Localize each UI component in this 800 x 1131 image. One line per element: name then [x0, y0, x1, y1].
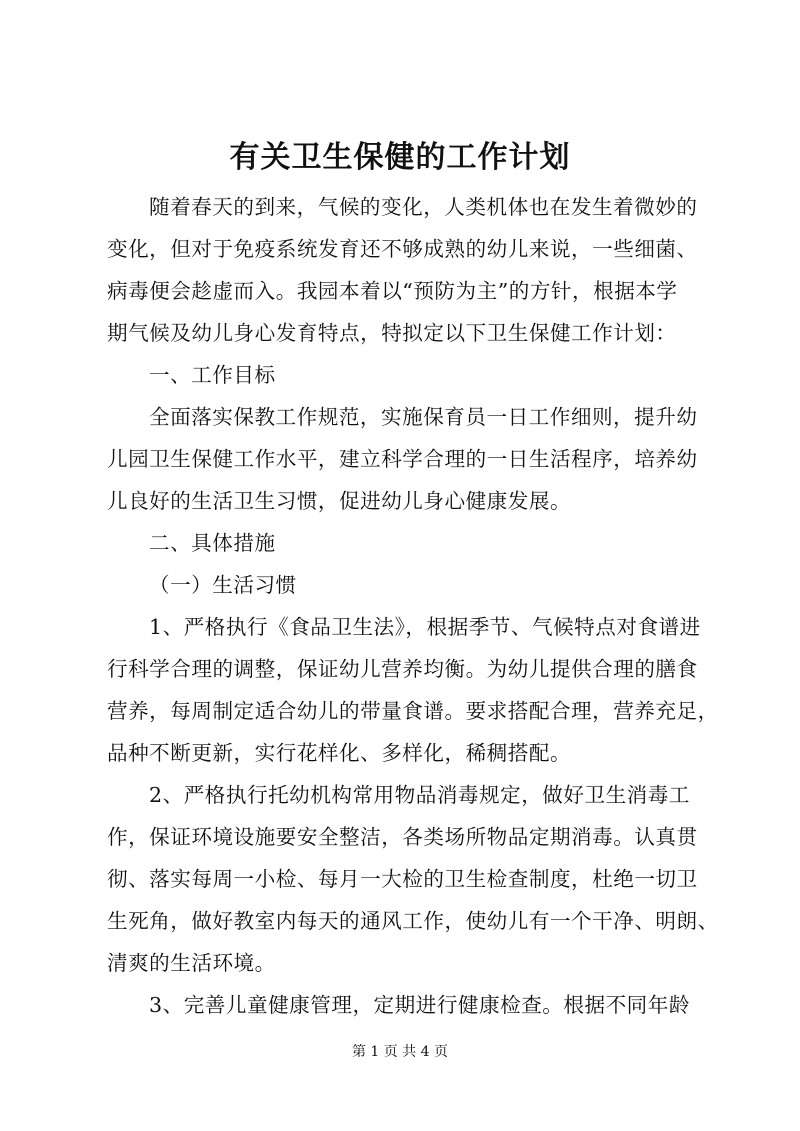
paragraph-line: 期气候及幼儿身心发育特点，特拟定以下卫生保健工作计划：	[107, 321, 677, 345]
paragraph-line: 随着春天的到来，气候的变化，人类机体也在发生着微妙的	[149, 195, 698, 219]
paragraph-line: 病毒便会趁虚而入。我园本着以“预防为主”的方针，根据本学	[107, 279, 678, 303]
paragraph-line: 彻、落实每周一小检、每月一大检的卫生检查制度，杜绝一切卫	[107, 867, 698, 891]
paragraph-line: 儿园卫生保健工作水平，建立科学合理的一日生活程序，培养幼	[107, 447, 698, 471]
paragraph-line: 2、严格执行托幼机构常用物品消毒规定，做好卫生消毒工	[149, 783, 690, 807]
section-heading: 一、工作目标	[149, 363, 276, 387]
paragraph-line: 3、完善儿童健康管理，定期进行健康检查。根据不同年龄	[149, 993, 690, 1017]
paragraph-line: 生死角，做好教室内每天的通风工作，使幼儿有一个干净、明朗、	[107, 909, 719, 933]
subsection-heading: （一）生活习惯	[149, 573, 297, 597]
paragraph-line: 儿良好的生活卫生习惯，促进幼儿身心健康发展。	[107, 489, 572, 513]
paragraph-line: 全面落实保教工作规范，实施保育员一日工作细则，提升幼	[149, 405, 698, 429]
paragraph-line: 1、严格执行《食品卫生法》，根据季节、气候特点对食谱进	[149, 615, 701, 639]
paragraph-line: 作，保证环境设施要安全整洁，各类场所物品定期消毒。认真贯	[107, 825, 698, 849]
paragraph-line: 变化，但对于免疫系统发育还不够成熟的幼儿来说，一些细菌、	[107, 237, 698, 261]
page-footer: 第 1 页 共 4 页	[351, 1044, 449, 1060]
paragraph-line: 品种不断更新，实行花样化、多样化，稀稠搭配。	[107, 741, 572, 765]
section-heading: 二、具体措施	[149, 531, 276, 555]
paragraph-line: 清爽的生活环境。	[107, 951, 276, 975]
paragraph-line: 营养，每周制定适合幼儿的带量食谱。要求搭配合理，营养充足，	[107, 699, 719, 723]
document-title: 有关卫生保健的工作计划	[229, 140, 571, 175]
paragraph-line: 行科学合理的调整，保证幼儿营养均衡。为幼儿提供合理的膳食	[107, 657, 698, 681]
document-body	[107, 186, 719, 1026]
